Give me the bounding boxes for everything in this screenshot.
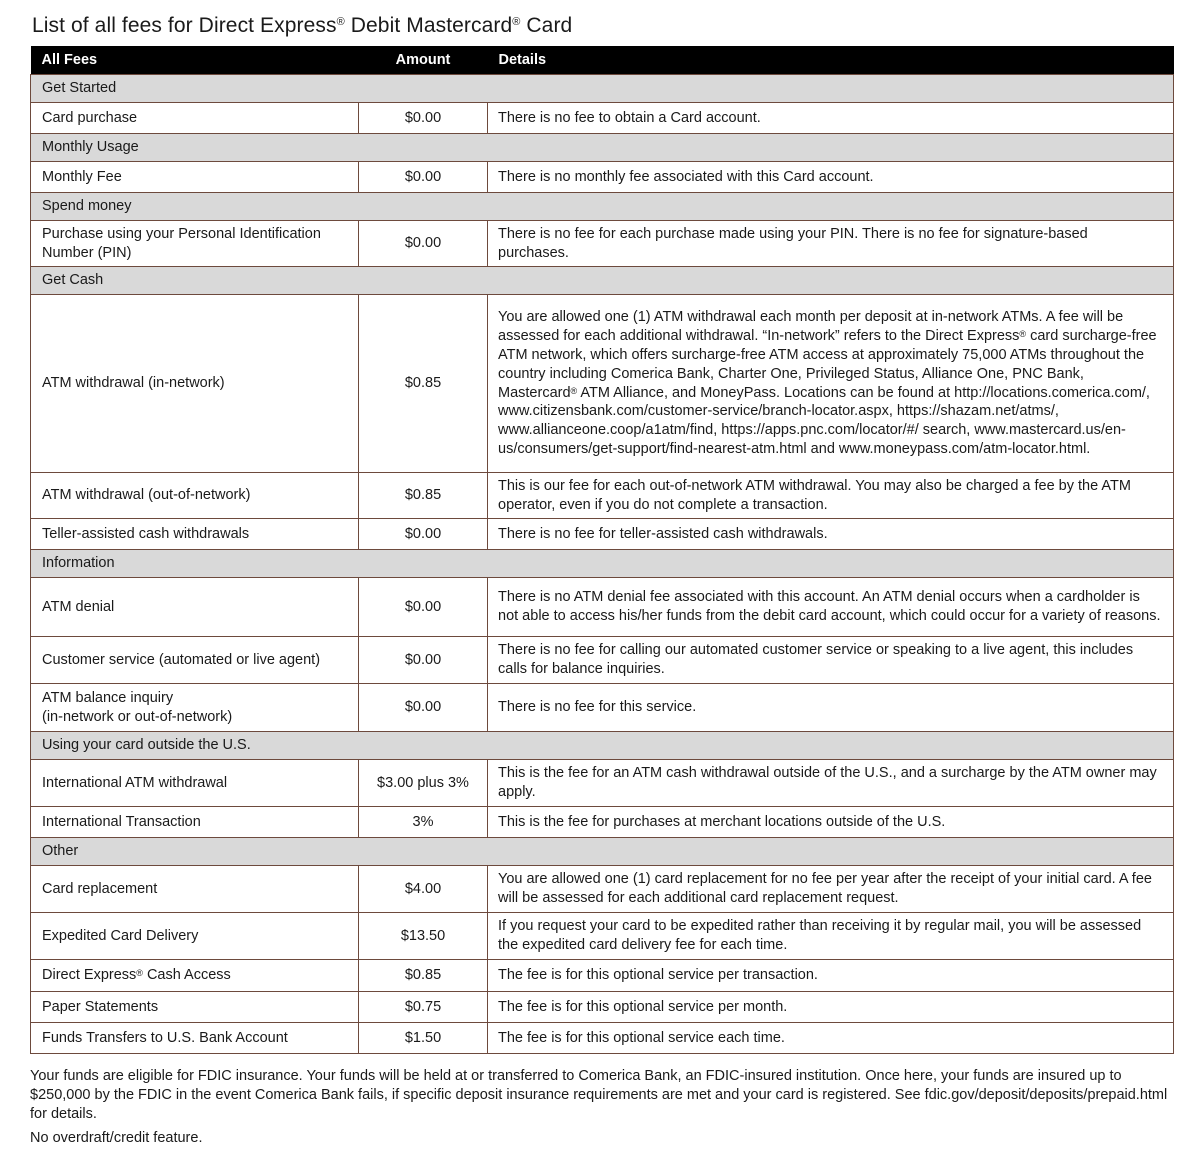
fee-amount: $3.00 plus 3% (359, 760, 488, 807)
table-row (31, 992, 1174, 1023)
fee-details: There is no fee for teller-assisted cash withdrawals. (488, 519, 1174, 550)
table-row (31, 960, 1174, 992)
table-row (31, 637, 1174, 684)
fee-name: International Transaction (31, 807, 359, 838)
fee-details: There is no monthly fee associated with this Card account. (488, 162, 1174, 193)
footer-notes (30, 1067, 1170, 1148)
section-label: Spend money (31, 193, 1174, 221)
fee-amount: $0.85 (359, 960, 488, 992)
fee-amount: $0.00 (359, 684, 488, 732)
section-other (31, 838, 1174, 866)
fee-name: Funds Transfers to U.S. Bank Account (31, 1023, 359, 1054)
fee-name: Paper Statements (31, 992, 359, 1023)
fee-name: ATM balance inquiry (in-network or out-of-network) (31, 684, 359, 732)
fee-amount: $0.85 (359, 295, 488, 473)
fee-details: You are allowed one (1) ATM withdrawal each month per deposit at in-network ATMs. A fee will be assessed for each additional withdrawal. “In-network” refers to the Direct Express® card surcharge-free ATM network, which offers surcharge-free ATM access at approximately 75,000 ATMs throughout the country including Comerica Bank, Charter One, Privileged Status, Alliance One, PNC Bank, Mastercard® ATM Alliance, and MoneyPass. Locations can be found at http://locations.comerica.com/, www.citizensbank.com/customer-service/branch-locator.aspx, https://shazam.net/atms/, www.allianceone.coop/a1atm/find, https://apps.pnc.com/locator/#/ search, www.mastercard.us/en-us/consumers/get-support/find-nearest-atm.html and www.moneypass.com/atm-locator.html. (488, 295, 1174, 473)
table-row (31, 684, 1174, 732)
table-row (31, 866, 1174, 913)
fee-name: Teller-assisted cash withdrawals (31, 519, 359, 550)
section-outside-us (31, 732, 1174, 760)
fdic-notice: Your funds are eligible for FDIC insurance. Your funds will be held at or transferred to Comerica Bank, an FDIC-insured institution. Once here, your funds are insured up to $250,000 by the FDIC in the event Comerica Bank fails, if specific deposit insurance requirements are met and your card is registered. See fdic.gov/deposit/deposits/prepaid.html for details. (30, 1068, 1168, 1122)
section-label: Get Cash (31, 267, 1174, 295)
no-overdraft-notice: No overdraft/credit feature. (30, 1130, 203, 1147)
fee-amount: $0.00 (359, 221, 488, 267)
section-label: Using your card outside the U.S. (31, 732, 1174, 760)
registered-mark: ® (570, 385, 578, 396)
fee-name: Direct Express® Cash Access (31, 960, 359, 992)
fee-details: There is no ATM denial fee associated with this account. An ATM denial occurs when a cardholder is not able to access his/her funds from the debit card account, which could occur for a variety of reasons. (488, 578, 1174, 637)
fee-details: If you request your card to be expedited rather than receiving it by regular mail, you will be assessed the expedited card delivery fee for each time. (488, 913, 1174, 960)
fee-name: International ATM withdrawal (31, 760, 359, 807)
section-monthly-usage (31, 134, 1174, 162)
header-details: Details (488, 46, 1174, 75)
table-row (31, 103, 1174, 134)
fee-details: The fee is for this optional service per month. (488, 992, 1174, 1023)
fee-amount: $0.00 (359, 519, 488, 550)
fee-name: Customer service (automated or live agent) (31, 637, 359, 684)
fee-amount: $1.50 (359, 1023, 488, 1054)
section-label: Monthly Usage (31, 134, 1174, 162)
table-row (31, 519, 1174, 550)
fee-name: ATM withdrawal (in-network) (31, 295, 359, 473)
fee-name: ATM denial (31, 578, 359, 637)
fee-details: There is no fee to obtain a Card account. (488, 103, 1174, 134)
table-row (31, 760, 1174, 807)
table-row (31, 913, 1174, 960)
header-amount: Amount (359, 46, 488, 75)
fee-details: The fee is for this optional service per transaction. (488, 960, 1174, 992)
table-row (31, 473, 1174, 519)
header-all-fees: All Fees (31, 46, 359, 75)
fee-name: Card replacement (31, 866, 359, 913)
section-spend-money (31, 193, 1174, 221)
table-row (31, 578, 1174, 637)
fee-name: Purchase using your Personal Identification Number (PIN) (31, 221, 359, 267)
table-row (31, 1023, 1174, 1054)
table-row (31, 221, 1174, 267)
fee-amount: $0.00 (359, 103, 488, 134)
fees-table (30, 46, 1174, 1054)
fee-details: This is our fee for each out-of-network ATM withdrawal. You may also be charged a fee by the ATM operator, even if you do not complete a transaction. (488, 473, 1174, 519)
table-row (31, 295, 1174, 473)
fee-details: This is the fee for an ATM cash withdrawal outside of the U.S., and a surcharge by the ATM owner may apply. (488, 760, 1174, 807)
table-header-row (31, 46, 1174, 75)
section-label: Get Started (31, 75, 1174, 103)
registered-mark: ® (1019, 329, 1027, 340)
fee-details: You are allowed one (1) card replacement for no fee per year after the receipt of your initial card. A fee will be assessed for each additional card replacement request. (488, 866, 1174, 913)
fee-details: There is no fee for this service. (488, 684, 1174, 732)
section-label: Information (31, 550, 1174, 578)
section-label: Other (31, 838, 1174, 866)
table-row (31, 162, 1174, 193)
fee-name: Monthly Fee (31, 162, 359, 193)
fee-amount: $0.00 (359, 578, 488, 637)
fee-amount: $0.75 (359, 992, 488, 1023)
fee-name: ATM withdrawal (out-of-network) (31, 473, 359, 519)
section-get-started (31, 75, 1174, 103)
fee-details: There is no fee for each purchase made using your PIN. There is no fee for signature-based purchases. (488, 221, 1174, 267)
registered-mark: ® (512, 16, 521, 28)
fee-name: Expedited Card Delivery (31, 913, 359, 960)
registered-mark: ® (136, 968, 143, 979)
fee-details: There is no fee for calling our automated customer service or speaking to a live agent, this includes calls for balance inquiries. (488, 637, 1174, 684)
table-row (31, 807, 1174, 838)
section-information (31, 550, 1174, 578)
fee-amount: $13.50 (359, 913, 488, 960)
registered-mark: ® (336, 16, 345, 28)
fee-details: The fee is for this optional service each time. (488, 1023, 1174, 1054)
fee-amount: 3% (359, 807, 488, 838)
fee-details: This is the fee for purchases at merchant locations outside of the U.S. (488, 807, 1174, 838)
page-title: List of all fees for Direct Express® Debit Mastercard® Card (32, 14, 573, 37)
fee-amount: $0.00 (359, 637, 488, 684)
fee-name: Card purchase (31, 103, 359, 134)
fee-amount: $0.00 (359, 162, 488, 193)
fee-amount: $4.00 (359, 866, 488, 913)
fee-amount: $0.85 (359, 473, 488, 519)
section-get-cash (31, 267, 1174, 295)
